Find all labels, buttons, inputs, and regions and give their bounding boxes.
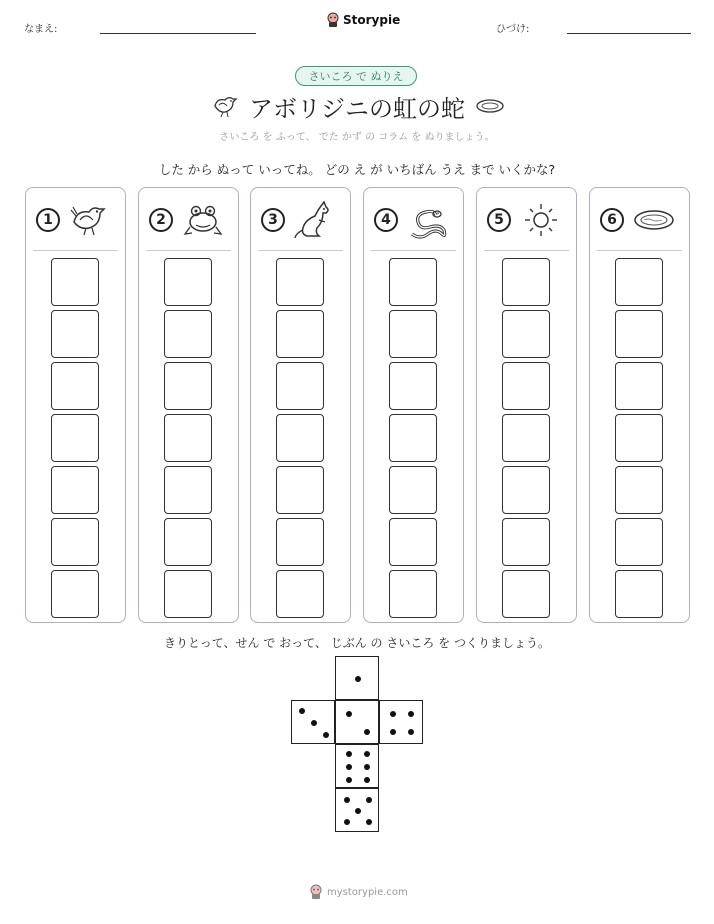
- bird-icon: [209, 92, 239, 120]
- footer: [309, 884, 408, 900]
- dice-pip: [366, 819, 372, 825]
- dice-column-6: [589, 187, 690, 623]
- dice-pip: [366, 797, 372, 803]
- coloring-box[interactable]: [164, 310, 212, 358]
- coloring-box[interactable]: [276, 362, 324, 410]
- footer-url: mystorypie.com: [327, 886, 408, 898]
- waterhole-icon: [475, 96, 505, 116]
- instruction: した から ぬって いってね。 どの え が いちばん うえ まで いくかな?: [158, 162, 556, 177]
- column-header: [364, 188, 463, 250]
- coloring-box[interactable]: [615, 570, 663, 618]
- column-divider: [33, 250, 118, 251]
- mascot-icon: [326, 12, 340, 28]
- coloring-box[interactable]: [502, 518, 550, 566]
- coloring-box[interactable]: [389, 570, 437, 618]
- coloring-box[interactable]: [502, 310, 550, 358]
- brand-logo: [326, 12, 400, 28]
- column-divider: [258, 250, 343, 251]
- coloring-box[interactable]: [502, 570, 550, 618]
- coloring-box[interactable]: [51, 466, 99, 514]
- dice-pip: [346, 711, 352, 717]
- dice-column-1: [25, 187, 126, 623]
- page-title: アボリジニの虹の蛇: [249, 94, 465, 123]
- dice-column-2: [138, 187, 239, 623]
- dice-pip: [408, 729, 414, 735]
- date-line: [567, 33, 691, 34]
- coloring-box[interactable]: [276, 310, 324, 358]
- coloring-box[interactable]: [389, 258, 437, 306]
- coloring-box[interactable]: [502, 258, 550, 306]
- waterhole-icon: [632, 200, 676, 240]
- date-label: ひづけ:: [496, 24, 530, 35]
- column-divider: [484, 250, 569, 251]
- coloring-box[interactable]: [276, 258, 324, 306]
- dice-pip: [311, 720, 317, 726]
- dice-pip: [408, 711, 414, 717]
- coloring-box[interactable]: [502, 414, 550, 462]
- column-number: 5: [487, 208, 511, 232]
- coloring-box[interactable]: [615, 466, 663, 514]
- column-divider: [371, 250, 456, 251]
- dice-pip: [364, 764, 370, 770]
- mascot-icon: [309, 884, 323, 900]
- coloring-box[interactable]: [276, 570, 324, 618]
- column-number: 3: [261, 208, 285, 232]
- column-number: 4: [374, 208, 398, 232]
- coloring-box[interactable]: [276, 466, 324, 514]
- dice-pip: [364, 751, 370, 757]
- coloring-box[interactable]: [615, 414, 663, 462]
- dice-pip: [299, 708, 305, 714]
- cut-instruction: きりとって、せん で おって、 じぶん の さいころ を つくりましょう。: [164, 636, 550, 650]
- name-label: なまえ:: [24, 24, 58, 35]
- coloring-box[interactable]: [51, 310, 99, 358]
- kangaroo-icon: [293, 200, 337, 240]
- coloring-box[interactable]: [389, 310, 437, 358]
- column-header: [477, 188, 576, 250]
- title-row: [0, 88, 714, 124]
- coloring-box[interactable]: [51, 518, 99, 566]
- coloring-box[interactable]: [164, 466, 212, 514]
- dice-column-3: [250, 187, 351, 623]
- dice-column-5: [476, 187, 577, 623]
- coloring-box[interactable]: [164, 414, 212, 462]
- brand-name: Storypie: [343, 13, 401, 27]
- dice-pip: [364, 729, 370, 735]
- column-divider: [146, 250, 231, 251]
- sun-icon: [519, 200, 563, 240]
- coloring-box[interactable]: [51, 414, 99, 462]
- coloring-box[interactable]: [389, 362, 437, 410]
- coloring-box[interactable]: [164, 518, 212, 566]
- activity-badge: さいころ で ぬりえ: [295, 66, 417, 86]
- coloring-box[interactable]: [164, 362, 212, 410]
- dice-face-5: [335, 788, 379, 832]
- name-line: [100, 33, 256, 34]
- dice-face-4: [379, 700, 423, 744]
- coloring-box[interactable]: [615, 362, 663, 410]
- dice-pip: [355, 676, 361, 682]
- column-number: 1: [36, 208, 60, 232]
- coloring-box[interactable]: [276, 414, 324, 462]
- subtitle: さいころ を ふって、 でた かず の コラム を ぬりましょう。: [219, 132, 495, 143]
- coloring-box[interactable]: [615, 310, 663, 358]
- dice-pip: [390, 729, 396, 735]
- dice-pip: [364, 777, 370, 783]
- dice-pip: [344, 819, 350, 825]
- coloring-box[interactable]: [389, 518, 437, 566]
- dice-face-2: [335, 700, 379, 744]
- dice-column-4: [363, 187, 464, 623]
- column-number: 2: [149, 208, 173, 232]
- dice-pip: [390, 711, 396, 717]
- coloring-box[interactable]: [389, 466, 437, 514]
- coloring-box[interactable]: [389, 414, 437, 462]
- bird-icon: [68, 200, 112, 240]
- dice-face-6: [335, 744, 379, 788]
- coloring-box[interactable]: [51, 258, 99, 306]
- column-divider: [597, 250, 682, 251]
- dice-pip: [344, 797, 350, 803]
- dice-pip: [323, 732, 329, 738]
- coloring-box[interactable]: [164, 258, 212, 306]
- coloring-box[interactable]: [51, 570, 99, 618]
- coloring-box[interactable]: [615, 518, 663, 566]
- column-header: [590, 188, 689, 250]
- coloring-box[interactable]: [164, 570, 212, 618]
- dice-face-3: [291, 700, 335, 744]
- dice-pip: [346, 751, 352, 757]
- coloring-box[interactable]: [615, 258, 663, 306]
- dice-pip: [346, 764, 352, 770]
- column-header: [26, 188, 125, 250]
- frog-icon: [181, 200, 225, 240]
- column-number: 6: [600, 208, 624, 232]
- dice-pip: [355, 808, 361, 814]
- dice-pip: [346, 777, 352, 783]
- coloring-box[interactable]: [502, 362, 550, 410]
- column-header: [251, 188, 350, 250]
- snake-icon: [406, 200, 450, 240]
- dice-face-1: [335, 656, 379, 700]
- coloring-box[interactable]: [502, 466, 550, 514]
- coloring-box[interactable]: [51, 362, 99, 410]
- coloring-box[interactable]: [276, 518, 324, 566]
- column-header: [139, 188, 238, 250]
